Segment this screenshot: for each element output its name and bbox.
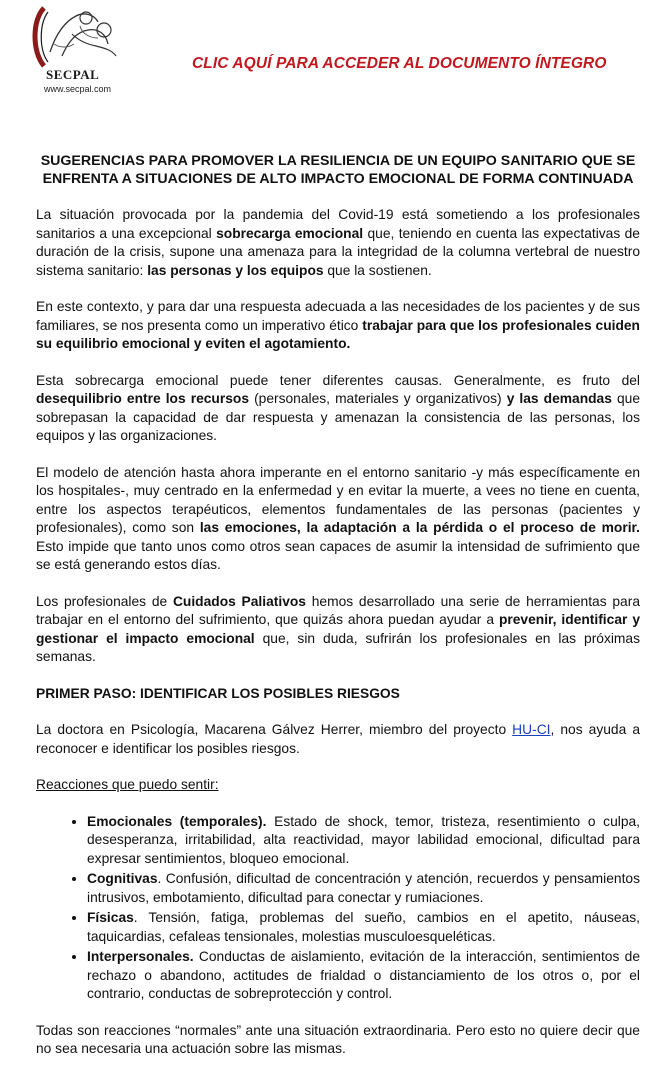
reaction-label: Interpersonales. — [87, 949, 194, 964]
p5-bold-2: prevenir, identificar y gestionar el impacto emocional — [36, 612, 640, 646]
p1-text-1: La situación provocada por la pandemia del Covid-19 está sometiendo a los profesionales sanitarios a una excepcional — [36, 207, 640, 241]
paragraph-4 — [36, 464, 640, 575]
reactions-list — [36, 813, 640, 1004]
paragraph-6 — [36, 721, 640, 758]
p1-bold-1: sobrecarga emocional — [216, 225, 364, 241]
paragraph-5 — [36, 593, 640, 667]
list-item — [87, 870, 640, 907]
hu-ci-link[interactable]: HU-CI — [512, 722, 551, 737]
logo-brand-text: SECPAL — [46, 67, 100, 82]
paragraph-3 — [36, 372, 640, 446]
p5-text-2: hemos desarrollado una serie de herramientas para trabajar en el entorno del sufrimiento, que quizás ahora puedan ayudar a — [36, 593, 640, 627]
logo-figures-icon — [42, 4, 120, 64]
p3-text-1: Esta sobrecarga emocional puede tener diferentes causas. Generalmente, es fruto del — [36, 372, 640, 388]
document-body — [36, 152, 640, 1077]
p3-bold-2: y las demandas — [506, 391, 612, 406]
reaction-text: Conductas de aislamiento, evitación de la interacción, sentimientos de rechazo o abandono, actitudes de frialdad o distanciamiento de los otros o, por el contrario, conductas de sobreprotección y control. — [87, 949, 640, 1001]
p3-bold-1: desequilibrio entre los recursos — [36, 391, 250, 406]
p2-bold-1: trabajar para que los profesionales cuiden su equilibrio emocional y eviten el agotamiento. — [36, 317, 640, 351]
reaction-label: Físicas — [87, 910, 134, 925]
p5-text-3: que, sin duda, sufrirán los profesionales en las próximas semanas. — [36, 630, 640, 664]
reaction-text: Estado de shock, temor, tristeza, resentimiento o culpa, desesperanza, irritabilidad, alta reactividad, mayor labilidad emocional, dificultad para expresar sentimientos, bloqueo emocional. — [87, 813, 640, 866]
p3-text-3: que sobrepasan la capacidad de dar respuesta y amenazan la consistencia de las personas, los equipos y las organizaciones. — [36, 391, 641, 443]
p4-text-1: El modelo de atención hasta ahora imperante en el entorno sanitario -y más específicamente en los hospitales-, muy centrado en la enfermedad y en evitar la muerte, a vees no tiene en cuenta, entre los aspectos terapéuticos, elementos fundamentales de las personas (pacientes y profesionales), como son — [36, 464, 640, 535]
reaction-text: . Confusión, dificultad de concentración y atención, recuerdos y pensamientos intrusivos, embotamiento, dificultad para conectar y rumiaciones. — [87, 871, 640, 905]
list-item — [87, 948, 640, 1004]
list-item — [87, 813, 640, 869]
paragraph-2 — [36, 298, 640, 354]
p6-text-2: , nos ayuda a reconocer e identificar los posibles riesgos. — [36, 722, 640, 756]
p5-bold-1: Cuidados Paliativos — [172, 593, 306, 609]
reaction-label: Emocionales (temporales). — [87, 813, 267, 829]
full-document-link[interactable]: CLIC AQUÍ PARA ACCEDER AL DOCUMENTO ÍNTEGRO — [192, 55, 607, 72]
logo-url-text: www.secpal.com — [44, 84, 112, 94]
list-item — [87, 909, 640, 946]
p3-text-2: (personales, materiales y organizativos) — [249, 391, 507, 406]
p4-bold-1: las emociones, la adaptación a la pérdida o el proceso de morir. — [199, 520, 640, 535]
document-title: SUGERENCIAS PARA PROMOVER LA RESILIENCIA DE UN EQUIPO SANITARIO QUE SE ENFRENTA A SITUACIONES DE ALTO IMPACTO EMOCIONAL DE FORMA CONTINUADA — [40, 153, 636, 187]
reactions-heading: Reacciones que puedo sentir: — [36, 777, 219, 792]
section-heading-first-step: PRIMER PASO: IDENTIFICAR LOS POSIBLES RIESGOS — [36, 685, 400, 701]
secpal-logo[interactable] — [30, 4, 125, 96]
p1-bold-2: las personas y los equipos — [147, 262, 324, 278]
p2-text-1: En este contexto, y para dar una respuesta adecuada a las necesidades de los pacientes y de sus familiares, se nos presenta como un imperativo ético — [36, 299, 640, 333]
reaction-label: Cognitivas — [87, 871, 158, 886]
p6-text-1: La doctora en Psicología, Macarena Gálvez Herrer, miembro del proyecto — [36, 722, 513, 737]
p5-text-1: Los profesionales de — [36, 593, 173, 609]
paragraph-7: Todas son reacciones “normales” ante una situación extraordinaria. Pero esto no quiere decir que no sea necesaria una actuación sobre las mismas. — [36, 1022, 640, 1056]
paragraph-1 — [36, 206, 640, 280]
p4-text-2: Esto impide que tanto unos como otros sean capaces de asumir la intensidad de sufrimiento que se está generando estos días. — [36, 538, 640, 572]
p1-text-2: que, teniendo en cuenta las expectativas de duración de la crisis, supone una amenaza para la integridad de la columna vertebral de nuestro sistema sanitario: — [36, 225, 640, 278]
p1-text-3: que la sostienen. — [323, 262, 432, 278]
reaction-text: . Tensión, fatiga, problemas del sueño, cambios en el apetito, náuseas, taquicardias, cefaleas tensionales, molestias musculoesqueléticas. — [87, 910, 640, 944]
